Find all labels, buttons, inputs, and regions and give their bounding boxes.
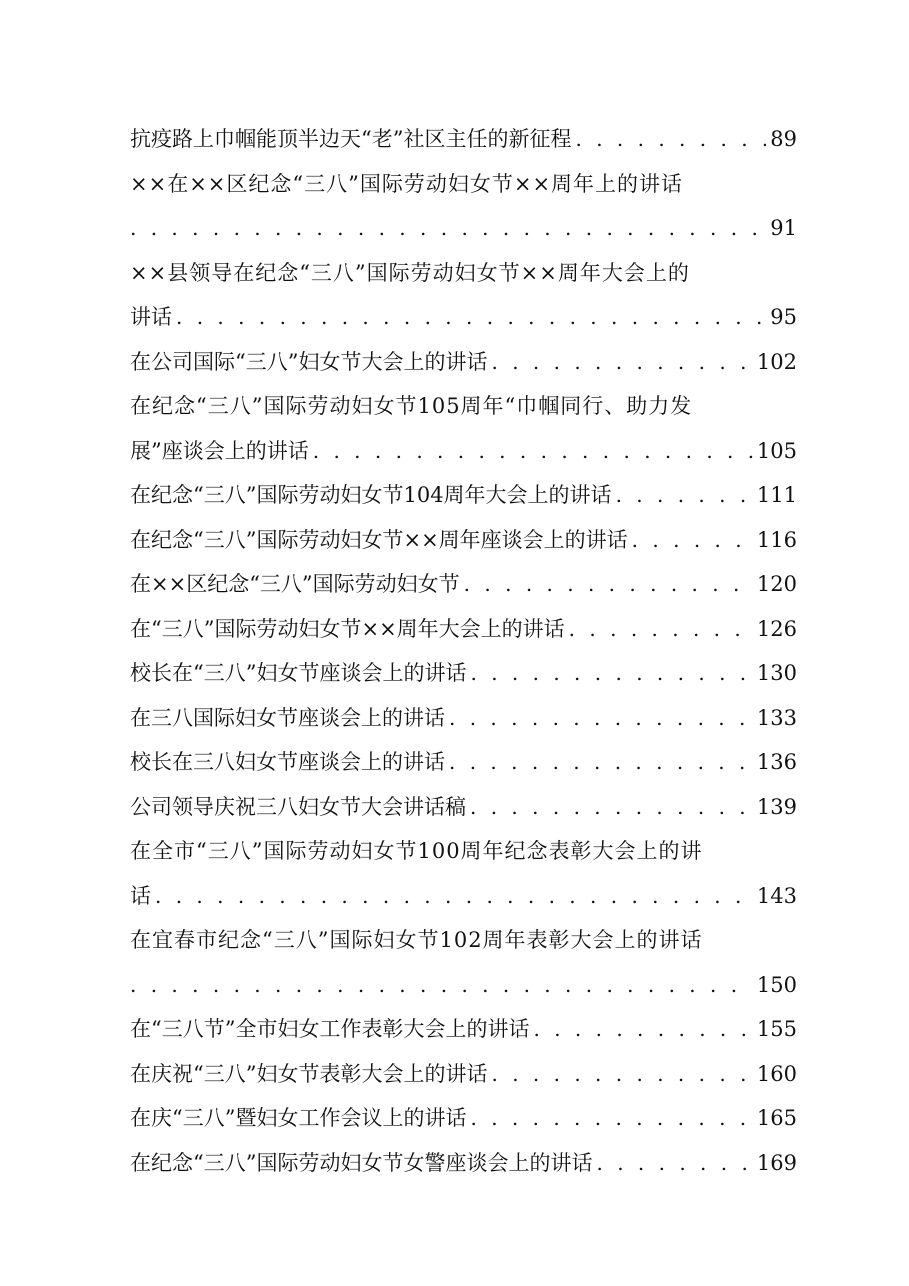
toc-entry-page: 111 (753, 473, 797, 518)
toc-entry-page: 169 (753, 1141, 797, 1186)
toc-entry-title: 在××区纪念“三八”国际劳动妇女节 (130, 562, 464, 607)
toc-entry-page: 95 (766, 295, 797, 340)
toc-entry-page: 150 (753, 963, 797, 1008)
toc-leader-dots (155, 874, 753, 919)
toc-entry-page: 160 (753, 1052, 797, 1097)
toc-entry-title: 在庆“三八”暨妇女工作会议上的讲话 (130, 1096, 470, 1141)
toc-entry-page: 126 (753, 607, 797, 652)
toc-leader-dots (464, 562, 753, 607)
toc-entry-page: 105 (753, 429, 797, 474)
toc-leader-dots (176, 295, 766, 340)
toc-entry-title: 在纪念“三八”国际劳动妇女节女警座谈会上的讲话 (130, 1141, 596, 1186)
toc-entry-title-cont: 展”座谈会上的讲话 (130, 429, 313, 474)
toc-entry[interactable] (130, 1052, 797, 1097)
toc-entry-page: 136 (753, 740, 797, 785)
toc-entry[interactable] (130, 117, 797, 162)
toc-entry[interactable] (130, 562, 797, 607)
toc-entry-title-cont: 话 (130, 874, 155, 919)
toc-entry-page: 116 (753, 518, 797, 563)
toc-entry[interactable] (130, 740, 797, 785)
toc-entry-title: 在宜春市纪念“三八”国际妇女节102周年表彰大会上的讲话 (130, 928, 707, 952)
toc-entry-title: 在“三八节”全市妇女工作表彰大会上的讲话 (130, 1007, 533, 1052)
toc-entry[interactable] (130, 340, 797, 385)
toc-entry-page: 143 (753, 874, 797, 919)
toc-entry-page: 91 (766, 206, 797, 251)
toc-entry[interactable] (130, 1007, 797, 1052)
toc-entry[interactable] (130, 651, 797, 696)
toc-entry-page: 165 (753, 1096, 797, 1141)
toc-leader-dots (575, 117, 766, 162)
toc-leader-dots (491, 340, 752, 385)
toc-entry-page: 89 (766, 117, 797, 162)
toc-entry-title: 在公司国际“三八”妇女节大会上的讲话 (130, 340, 491, 385)
toc-entry[interactable] (130, 607, 797, 652)
toc-leader-dots (596, 1141, 752, 1186)
toc-leader-dots (569, 607, 753, 652)
toc-entry[interactable] (130, 162, 797, 207)
toc-entry-page: 155 (753, 1007, 797, 1052)
toc-entry[interactable] (130, 384, 797, 429)
toc-leader-dots (449, 696, 753, 741)
toc-entry[interactable] (130, 829, 797, 874)
toc-entry-page: 139 (753, 785, 797, 830)
toc-entry-continuation[interactable] (130, 963, 797, 1008)
toc-leader-dots (616, 473, 753, 518)
toc-entry[interactable] (130, 785, 797, 830)
toc-leader-dots (449, 740, 753, 785)
toc-leader-dots (470, 651, 752, 696)
toc-leader-dots (313, 429, 753, 474)
toc-entry-title: 校长在“三八”妇女节座谈会上的讲话 (130, 651, 470, 696)
toc-entry-continuation[interactable] (130, 429, 797, 474)
toc-leader-dots (632, 518, 753, 563)
toc-entry-page: 130 (753, 651, 797, 696)
toc-entry-title: 在庆祝“三八”妇女节表彰大会上的讲话 (130, 1052, 491, 1097)
toc-entry[interactable] (130, 473, 797, 518)
toc-entry-title: 在纪念“三八”国际劳动妇女节××周年座谈会上的讲话 (130, 518, 632, 563)
toc-entry-continuation[interactable] (130, 206, 797, 251)
toc-entry[interactable] (130, 518, 797, 563)
toc-entry-title: 在“三八”国际劳动妇女节××周年大会上的讲话 (130, 607, 569, 652)
toc-entry-continuation[interactable] (130, 295, 797, 340)
toc-entry-title: 抗疫路上巾帼能顶半边天“老”社区主任的新征程 (130, 117, 575, 162)
toc-entry-title: 公司领导庆祝三八妇女节大会讲话稿 (130, 785, 470, 830)
toc-entry-title: 校长在三八妇女节座谈会上的讲话 (130, 740, 449, 785)
toc-entry-title-cont: 讲话 (130, 295, 176, 340)
toc-entry-title: ××县领导在纪念“三八”国际劳动妇女节××周年大会上的 (130, 261, 694, 285)
toc-entry[interactable] (130, 251, 797, 296)
toc-entry-page: 133 (753, 696, 797, 741)
toc-entry-title: 在全市“三八”国际劳动妇女节100周年纪念表彰大会上的讲 (130, 839, 707, 863)
toc-entry[interactable] (130, 1096, 797, 1141)
toc-entry-title: ××在××区纪念“三八”国际劳动妇女节××周年上的讲话 (130, 172, 687, 196)
toc-leader-dots (533, 1007, 752, 1052)
toc-entry-title: 在纪念“三八”国际劳动妇女节104周年大会上的讲话 (130, 473, 616, 518)
toc-entry[interactable] (130, 918, 797, 963)
toc-leader-dots (130, 963, 753, 1008)
toc-leader-dots (470, 1096, 752, 1141)
toc-entry-continuation[interactable] (130, 874, 797, 919)
toc-leader-dots (491, 1052, 752, 1097)
toc-entry-page: 102 (753, 340, 797, 385)
toc-entry-title: 在三八国际妇女节座谈会上的讲话 (130, 696, 449, 741)
table-of-contents (130, 117, 797, 1185)
toc-entry-page: 120 (753, 562, 797, 607)
toc-entry[interactable] (130, 1141, 797, 1186)
toc-leader-dots (130, 206, 766, 251)
toc-entry-title: 在纪念“三八”国际劳动妇女节105周年“巾帼同行、助力发 (130, 394, 696, 418)
toc-entry[interactable] (130, 696, 797, 741)
toc-leader-dots (470, 785, 753, 830)
